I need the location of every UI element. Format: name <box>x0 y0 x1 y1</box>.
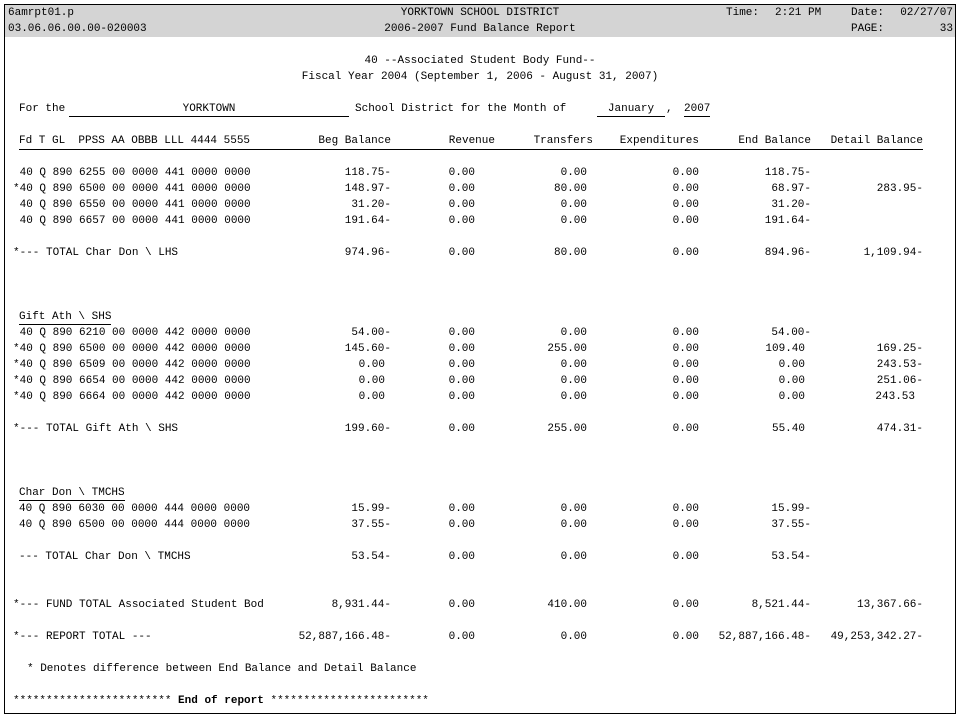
account-code: 40 Q 890 6500 00 0000 444 0000 0000 <box>19 519 251 531</box>
revenue: 0.00 <box>448 551 475 563</box>
end-balance: 191.64- <box>764 215 811 227</box>
report-header <box>5 5 955 37</box>
beg-balance: 118.75- <box>344 167 391 179</box>
end-balance: 52,887,166.48- <box>718 631 811 643</box>
district-name: YORKTOWN SCHOOL DISTRICT <box>400 7 560 19</box>
expenditures: 0.00 <box>672 631 699 643</box>
date-label: Date: <box>851 7 885 19</box>
expenditures: 0.00 <box>672 423 699 435</box>
transfers: 0.00 <box>560 167 587 179</box>
account-code: *40 Q 890 6500 00 0000 441 0000 0000 <box>13 183 251 195</box>
beg-balance: 199.60- <box>344 423 391 435</box>
section-heading: Gift Ath \ SHS <box>19 311 112 323</box>
detail-balance: 243.53 <box>875 391 915 403</box>
transfers: 255.00 <box>547 343 587 355</box>
transfers: 0.00 <box>560 359 587 371</box>
revenue: 0.00 <box>448 183 475 195</box>
detail-balance <box>815 165 923 181</box>
end-of-report <box>13 693 429 709</box>
month-field: January <box>597 101 665 117</box>
expenditures: 0.00 <box>672 359 699 371</box>
account-code: 40 Q 890 6255 00 0000 441 0000 0000 <box>13 167 251 179</box>
revenue: 0.00 <box>448 631 475 643</box>
beg-balance: 15.99- <box>351 503 391 515</box>
col-expenditures: Expenditures <box>619 135 699 147</box>
beg-balance: 0.00 <box>358 375 385 387</box>
revenue: 0.00 <box>448 343 475 355</box>
revenue: 0.00 <box>448 391 475 403</box>
col-beg-balance: Beg Balance <box>318 135 391 147</box>
beg-balance: 145.60- <box>344 343 391 355</box>
end-balance: 8,521.44- <box>751 599 811 611</box>
end-balance: 0.00 <box>778 359 805 371</box>
transfers: 0.00 <box>560 375 587 387</box>
end-of-report-label: End of report <box>178 695 264 707</box>
beg-balance: 0.00 <box>358 391 385 403</box>
end-balance: 54.00- <box>771 327 811 339</box>
expenditures: 0.00 <box>672 199 699 211</box>
end-balance: 15.99- <box>771 503 811 515</box>
transfers: 80.00 <box>553 183 587 195</box>
expenditures: 0.00 <box>672 167 699 179</box>
end-balance: 109.40 <box>765 343 805 355</box>
col-detail-balance: Detail Balance <box>830 135 923 147</box>
beg-balance: 148.97- <box>344 183 391 195</box>
detail-balance <box>815 213 923 229</box>
report-name: 2006-2007 Fund Balance Report <box>384 23 576 35</box>
detail-balance: 1,109.94- <box>863 247 923 259</box>
beg-balance: 0.00 <box>358 359 385 371</box>
end-balance: 0.00 <box>778 391 805 403</box>
end-balance: 118.75- <box>764 167 811 179</box>
transfers: 255.00 <box>547 423 587 435</box>
beg-balance: 52,887,166.48- <box>298 631 391 643</box>
for-the-label: For the <box>19 103 66 115</box>
detail-balance: 49,253,342.27- <box>830 631 923 643</box>
account-code: 40 Q 890 6210 00 0000 442 0000 0000 <box>13 327 251 339</box>
transfers: 0.00 <box>560 327 587 339</box>
expenditures: 0.00 <box>672 503 699 515</box>
beg-balance: 37.55- <box>351 519 391 531</box>
expenditures: 0.00 <box>672 343 699 355</box>
transfers: 0.00 <box>560 199 587 211</box>
beg-balance: 974.96- <box>344 247 391 259</box>
end-balance: 68.97- <box>771 183 811 195</box>
detail-balance: 474.31- <box>876 423 923 435</box>
transfers: 80.00 <box>553 247 587 259</box>
revenue: 0.00 <box>448 167 475 179</box>
detail-balance: 283.95- <box>876 183 923 195</box>
beg-balance: 53.54- <box>351 551 391 563</box>
account-code: 40 Q 890 6550 00 0000 441 0000 0000 <box>13 199 251 211</box>
revenue: 0.00 <box>448 423 475 435</box>
total-label: *--- REPORT TOTAL --- <box>13 631 152 643</box>
page-label: PAGE: <box>851 23 885 35</box>
revenue: 0.00 <box>448 519 475 531</box>
end-balance: 55.40 <box>771 423 805 435</box>
comma: , <box>666 103 673 115</box>
account-code: 40 Q 890 6657 00 0000 441 0000 0000 <box>13 215 251 227</box>
column-header-rule <box>19 149 923 150</box>
beg-balance: 191.64- <box>344 215 391 227</box>
account-code: *40 Q 890 6654 00 0000 442 0000 0000 <box>13 375 251 387</box>
transfers: 0.00 <box>560 631 587 643</box>
col-account: Fd T GL PPSS AA OBBB LLL 4444 5555 <box>19 135 251 147</box>
year-field: 2007 <box>684 103 711 115</box>
district-field: YORKTOWN <box>69 101 349 117</box>
revenue: 0.00 <box>448 215 475 227</box>
expenditures: 0.00 <box>672 391 699 403</box>
detail-balance <box>815 501 923 517</box>
revenue: 0.00 <box>448 199 475 211</box>
detail-balance: 251.06- <box>876 375 923 387</box>
section-heading: Char Don \ TMCHS <box>19 487 125 499</box>
end-balance: 37.55- <box>771 519 811 531</box>
end-balance: 53.54- <box>771 551 811 563</box>
account-code: *40 Q 890 6500 00 0000 442 0000 0000 <box>13 343 251 355</box>
detail-balance: 13,367.66- <box>856 599 923 611</box>
report-page <box>4 4 956 714</box>
detail-balance <box>815 549 923 565</box>
beg-balance: 31.20- <box>351 199 391 211</box>
col-revenue: Revenue <box>448 135 495 147</box>
expenditures: 0.00 <box>672 599 699 611</box>
time-value: 2:21 PM <box>775 7 822 19</box>
time-label: Time: <box>726 7 760 19</box>
footnote: * Denotes difference between End Balance and Detail Balance <box>27 663 417 675</box>
detail-balance: 243.53- <box>876 359 923 371</box>
revenue: 0.00 <box>448 359 475 371</box>
expenditures: 0.00 <box>672 375 699 387</box>
expenditures: 0.00 <box>672 327 699 339</box>
account-code: *40 Q 890 6509 00 0000 442 0000 0000 <box>13 359 251 371</box>
detail-balance <box>815 517 923 533</box>
account-code: *40 Q 890 6664 00 0000 442 0000 0000 <box>13 391 251 403</box>
stars-left: ************************ <box>13 695 172 707</box>
expenditures: 0.00 <box>672 519 699 531</box>
transfers: 0.00 <box>560 215 587 227</box>
month-of-label: School District for the Month of <box>355 103 567 115</box>
transfers: 0.00 <box>560 519 587 531</box>
expenditures: 0.00 <box>672 183 699 195</box>
total-label: *--- FUND TOTAL Associated Student Bod <box>13 599 264 611</box>
detail-balance: 169.25- <box>876 343 923 355</box>
fund-title: 40 --Associated Student Body Fund-- <box>364 55 596 67</box>
total-label: --- TOTAL Char Don \ TMCHS <box>19 551 191 563</box>
date-value: 02/27/07 <box>900 7 953 19</box>
detail-balance <box>815 197 923 213</box>
transfers: 0.00 <box>560 391 587 403</box>
fiscal-year-title: Fiscal Year 2004 (September 1, 2006 - August 31, 2007) <box>301 71 659 83</box>
expenditures: 0.00 <box>672 215 699 227</box>
transfers: 410.00 <box>547 599 587 611</box>
account-code: 40 Q 890 6030 00 0000 444 0000 0000 <box>19 503 251 515</box>
expenditures: 0.00 <box>672 551 699 563</box>
transfers: 0.00 <box>560 551 587 563</box>
end-balance: 0.00 <box>778 375 805 387</box>
version-code: 03.06.06.00.00-020003 <box>8 23 147 35</box>
revenue: 0.00 <box>448 327 475 339</box>
transfers: 0.00 <box>560 503 587 515</box>
revenue: 0.00 <box>448 503 475 515</box>
beg-balance: 8,931.44- <box>331 599 391 611</box>
program-name: 6amrpt01.p <box>8 7 75 19</box>
revenue: 0.00 <box>448 247 475 259</box>
revenue: 0.00 <box>448 375 475 387</box>
col-transfers: Transfers <box>533 135 593 147</box>
revenue: 0.00 <box>448 599 475 611</box>
expenditures: 0.00 <box>672 247 699 259</box>
detail-balance <box>815 325 923 341</box>
page-number: 33 <box>939 23 953 35</box>
total-label: *--- TOTAL Char Don \ LHS <box>13 247 179 259</box>
stars-right: ************************ <box>270 695 429 707</box>
end-balance: 894.96- <box>764 247 811 259</box>
end-balance: 31.20- <box>771 199 811 211</box>
col-end-balance: End Balance <box>738 135 811 147</box>
beg-balance: 54.00- <box>351 327 391 339</box>
total-label: *--- TOTAL Gift Ath \ SHS <box>13 423 179 435</box>
